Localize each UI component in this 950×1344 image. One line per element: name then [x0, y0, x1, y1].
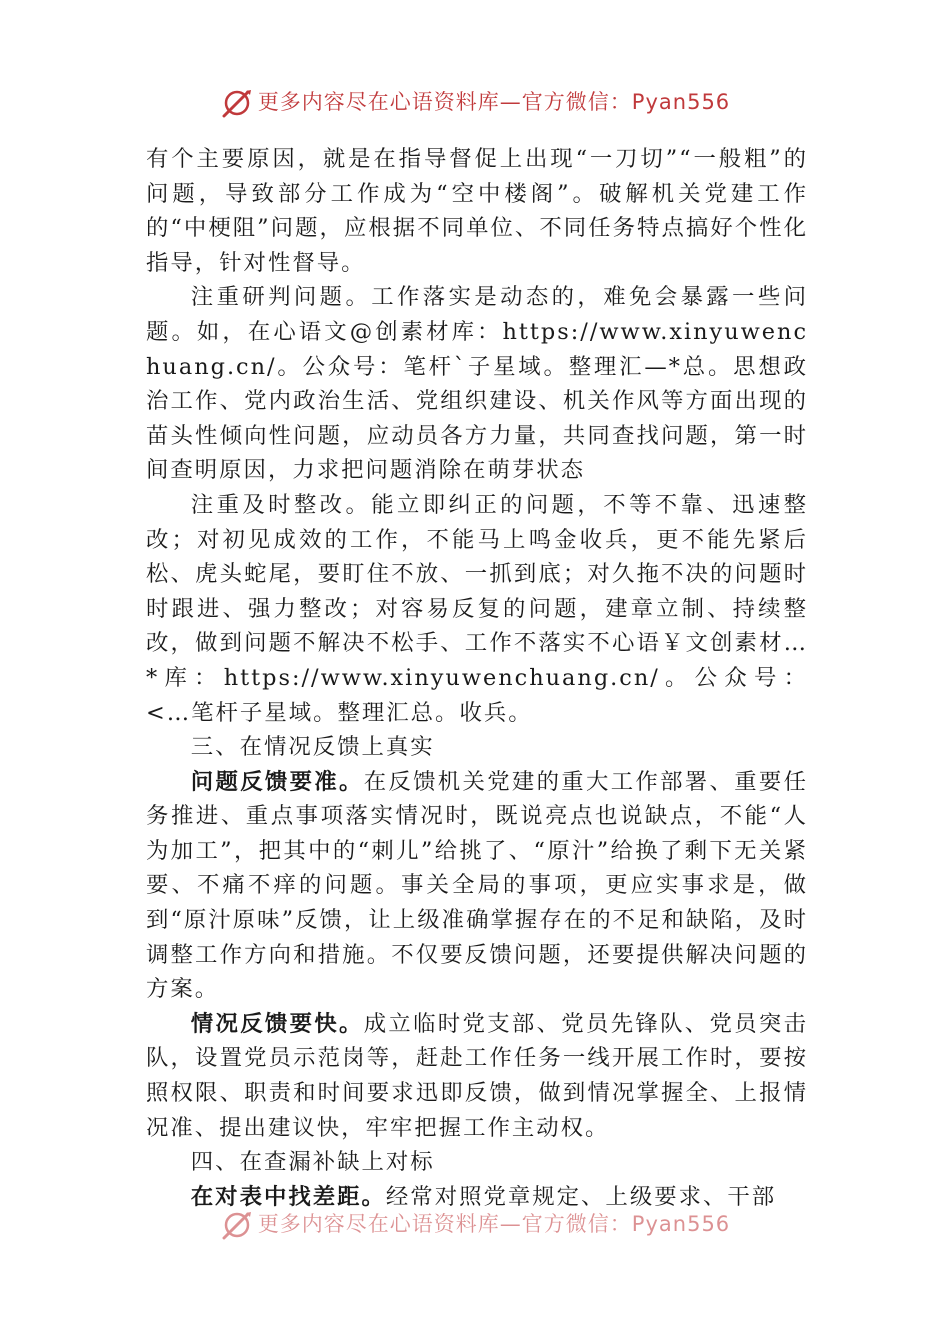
banner-text: 更多内容尽在心语资料库—官方微信：Pyan556 — [257, 90, 731, 114]
paragraph — [146, 1007, 808, 1145]
watermark-banner-top — [0, 86, 950, 118]
pen-logo-icon — [220, 88, 254, 118]
paragraph-body: 在反馈机关党建的重大工作部署、重要任务推进、重点事项落实情况时，既说亮点也说缺点，不能“人为加工”，把其中的“刺儿”给挑了、“原汁”给换了剩下无关紧要、不痛不痒的问题。事关全局的事项，更应实事求是，做到“原汁原味”反馈，让上级准确掌握存在的不足和缺陷，及时调整工作方向和措施。不仅要反馈问题，还要提供解决问题的方案。 — [146, 768, 809, 1003]
section-heading: 四、在查漏补缺上对标 — [190, 1149, 435, 1176]
pen-logo-icon — [220, 1210, 254, 1240]
paragraph-lead: 问题反馈要准。 — [190, 768, 364, 795]
paragraph — [146, 765, 808, 1007]
paragraph-body: 成立临时党支部、党员先锋队、党员突击队，设置党员示范岗等，赶赴工作任务一线开展工作时，要按照权限、职责和时间要求迅即反馈，做到情况掌握全、上报情况准、提出建议快，牢牢把握工作主动权。 — [146, 1010, 809, 1141]
paragraph: 有个主要原因，就是在指导督促上出现“一刀切”“一般粗”的问题，导致部分工作成为“空中楼阁”。破解机关党建工作的“中梗阻”问题，应根据不同单位、不同任务特点搞好个性化指导，针对性督导。 — [146, 146, 808, 276]
paragraph-lead: 情况反馈要快。 — [190, 1010, 364, 1037]
paragraph: 注重研判问题。工作落实是动态的，难免会暴露一些问题。如，在心语文@创素材库：https://www.xinyuwenchuang.cn/。公众号：笔杆`子星域。整理汇—*总。思想政治工作、党内政治生活、党组织建设、机关作风等方面出现的苗头性倾向性问题，应动员各方力量，共同查找问题，第一时间查明原因，力求把问题消除在萌芽状态 — [146, 284, 808, 484]
watermark-banner-bottom — [0, 1208, 950, 1240]
document-body — [146, 142, 808, 1214]
paragraph-lead: 在对表中找差距。 — [190, 1183, 386, 1210]
section-heading: 三、在情况反馈上真实 — [190, 734, 435, 761]
banner-text: 更多内容尽在心语资料库—官方微信：Pyan556 — [257, 1212, 731, 1236]
paragraph-body: 经常对照党章规定、上级要求、干部 — [385, 1183, 777, 1210]
paragraph: 注重及时整改。能立即纠正的问题，不等不靠、迅速整改；对初见成效的工作，不能马上鸣金收兵，更不能先紧后松、虎头蛇尾，要盯住不放、一抓到底；对久拖不决的问题时时跟进、强力整改；对容易反复的问题，建章立制、持续整改，做到问题不解决不松手、工作不落实不心语￥文创素材…*库：https://www.xinyuwenchuang.cn/。公众号：<…笔杆子星域。整理汇总。收兵。 — [146, 491, 808, 726]
